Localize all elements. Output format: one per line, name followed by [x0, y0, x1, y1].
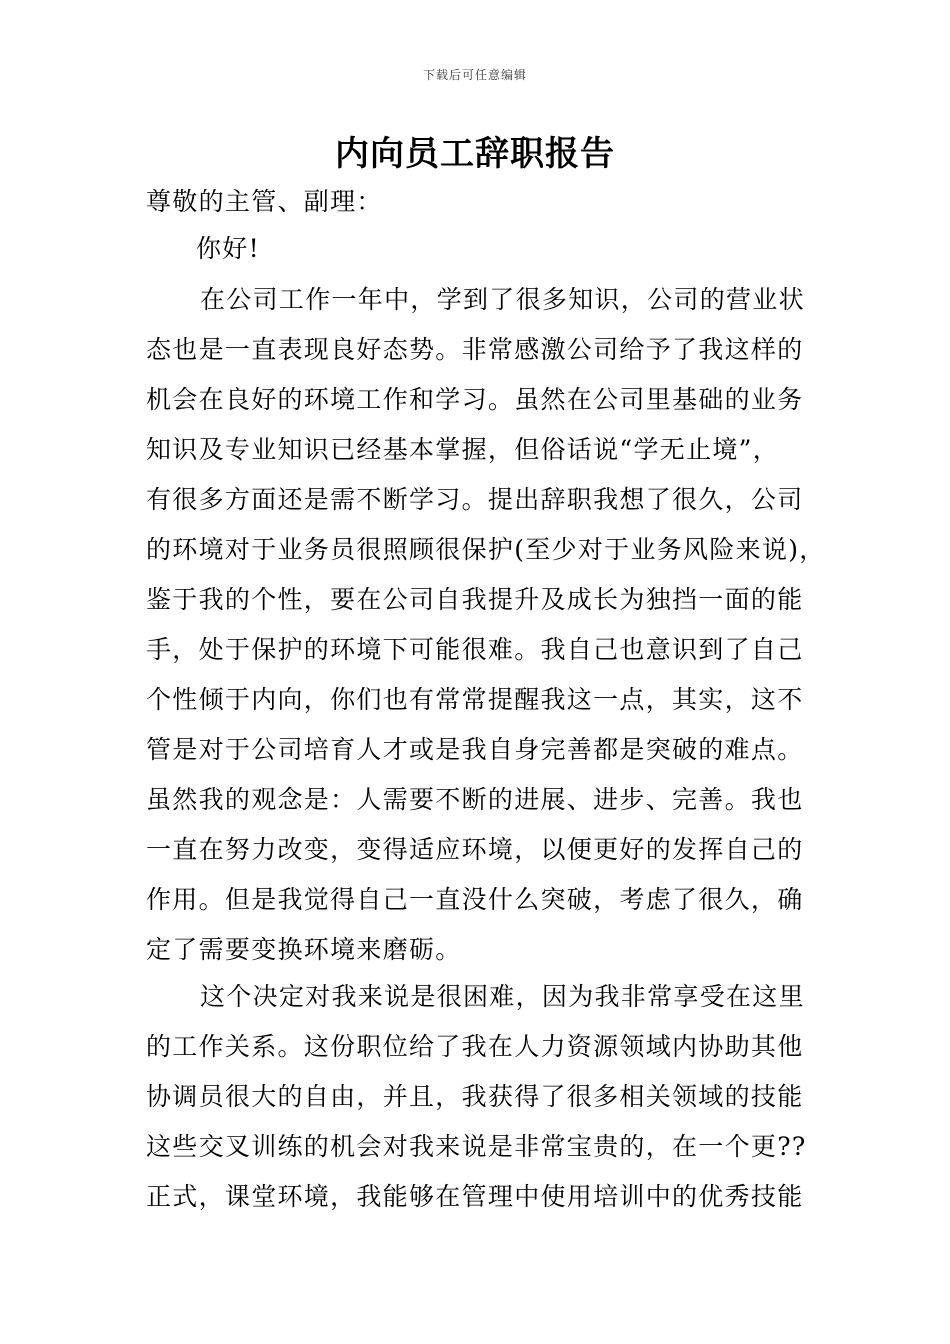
- paragraph-line: 态也是一直表现良好态势。非常感激公司给予了我这样的: [146, 335, 804, 364]
- paragraph-line: 这些交叉训练的机会对我来说是非常宝贵的，在一个更??: [146, 1132, 807, 1161]
- salutation: 尊敬的主管、副理：: [146, 187, 383, 216]
- paragraph-line: 正式，课堂环境，我能够在管理中使用培训中的优秀技能: [146, 1182, 804, 1211]
- paragraph-line: 管是对于公司培育人才或是我自身完善都是突破的难点。: [146, 735, 804, 764]
- header-note: 下载后可任意编辑: [422, 68, 527, 82]
- paragraph-line: 协调员很大的自由，并且，我获得了很多相关领域的技能: [146, 1082, 804, 1111]
- paragraph-line: 机会在良好的环境工作和学习。虽然在公司里基础的业务: [146, 385, 804, 414]
- paragraph-line: 的环境对于业务员很照顾很保护(至少对于业务风险来说)，: [146, 535, 826, 564]
- paragraph-1: [146, 275, 826, 975]
- paragraph-line: 这个决定对我来说是很困难，因为我非常享受在这里: [200, 982, 805, 1011]
- greeting: 你好!: [196, 234, 260, 263]
- paragraph-line: 在公司工作一年中，学到了很多知识，公司的营业状: [200, 285, 805, 314]
- paragraph-line: 鉴于我的个性，要在公司自我提升及成长为独挡一面的能: [146, 585, 804, 614]
- paragraph-line: 知识及专业知识已经基本掌握，但俗话说“学无止境”，: [146, 435, 780, 464]
- paragraph-line: 个性倾于内向，你们也有常常提醒我这一点，其实，这不: [146, 685, 804, 714]
- paragraph-line: 作用。但是我觉得自己一直没什么突破，考虑了很久，确: [146, 885, 804, 914]
- paragraph-line: 手，处于保护的环境下可能很难。我自己也意识到了自己: [146, 635, 804, 664]
- paragraph-line: 的工作关系。这份职位给了我在人力资源领域内协助其他: [146, 1032, 804, 1061]
- paragraph-line: 定了需要变换环境来磨砺。: [146, 935, 462, 964]
- paragraph-line: 有很多方面还是需不断学习。提出辞职我想了很久，公司: [146, 485, 804, 514]
- document-title: 内向员工辞职报告: [335, 134, 615, 174]
- paragraph-2: [146, 972, 810, 1222]
- paragraph-line: 一直在努力改变，变得适应环境，以便更好的发挥自己的: [146, 835, 804, 864]
- paragraph-line: 虽然我的观念是：人需要不断的进展、进步、完善。我也: [146, 785, 804, 814]
